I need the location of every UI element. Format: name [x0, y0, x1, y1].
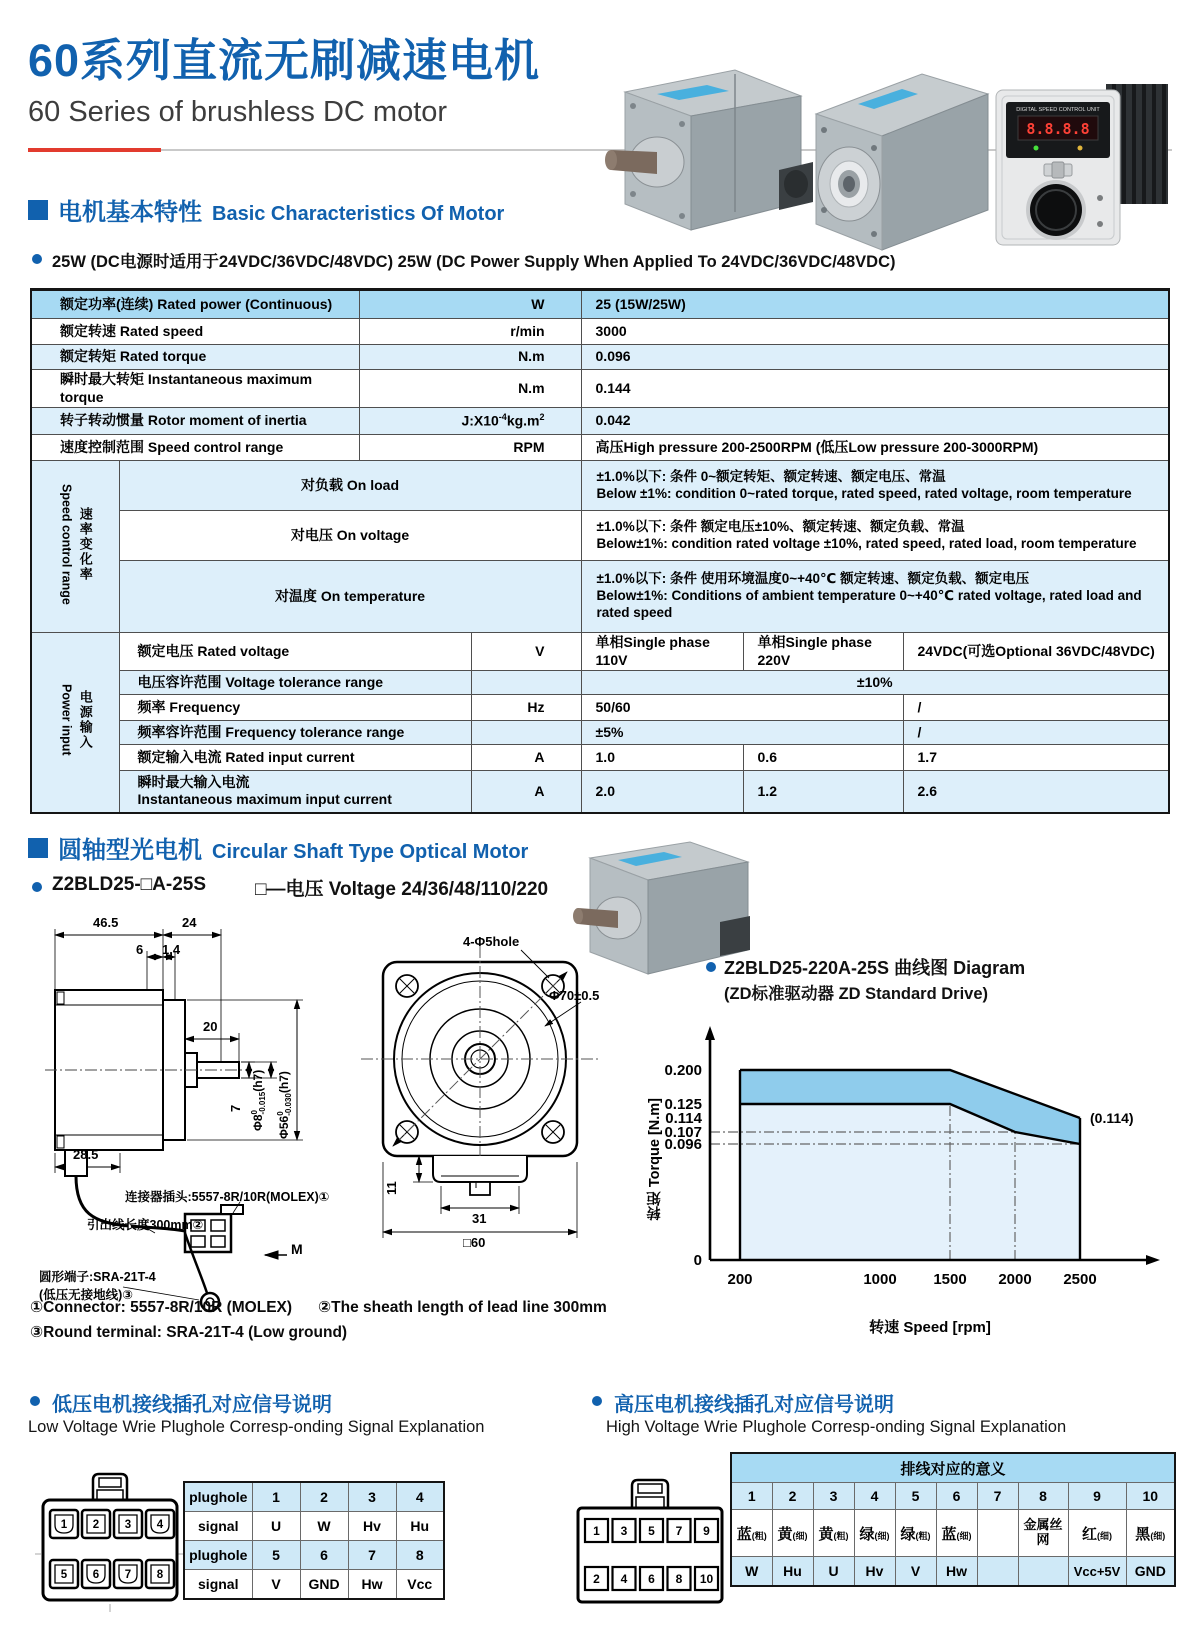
section-title-zh: 圆轴型光电机	[58, 837, 202, 864]
svg-text:7: 7	[124, 1569, 132, 1581]
table-row: 速度控制范围 Speed control range RPM 高压High pressure 200-2500RPM (低压Low pressure 200-3000RPM)	[31, 435, 1169, 461]
torque-speed-chart	[640, 1012, 1185, 1312]
table-row: 蓝(粗) 黄(细) 黄(粗) 绿(细) 绿(粗) 蓝(细) 金属丝网 红(细) 黑(细)	[731, 1510, 1175, 1557]
callout-connector: 连接器插头:5557-8R/10R(MOLEX)①	[125, 1190, 330, 1204]
table-row: W Hu U Hv V Hw Vcc+5V GND	[731, 1557, 1175, 1587]
svg-text:0: 0	[693, 1252, 702, 1269]
accent-rule-red	[28, 148, 161, 152]
section-marker	[28, 200, 48, 220]
dim-7: 7	[228, 1104, 243, 1112]
hv-table-title: 排线对应的意义	[731, 1453, 1175, 1483]
side-view-drawing	[35, 915, 345, 1315]
chart-title: Z2BLD25-220A-25S 曲线图 Diagram	[724, 958, 1026, 978]
svg-text:2: 2	[92, 1519, 100, 1531]
torque-speed-chart-block	[640, 948, 1188, 1348]
svg-text:1: 1	[593, 1524, 600, 1538]
drawing-notes-line2: ③Round terminal: SRA-21T-4 (Low ground)	[30, 1324, 348, 1341]
section-basic-header	[28, 192, 504, 227]
svg-text:9: 9	[703, 1524, 710, 1538]
front-view-drawing	[345, 930, 620, 1260]
low-voltage-connector-drawing	[35, 1468, 187, 1613]
dim-31: 31	[472, 1211, 487, 1226]
table-row: signal V GND Hw Vcc	[184, 1570, 444, 1600]
drawing-notes-line1: ①Connector: 5557-8R/10R (MOLEX) ②The sheath length of lead line 300mm	[30, 1299, 607, 1316]
high-voltage-signal-table	[730, 1452, 1176, 1587]
section-marker	[28, 838, 48, 858]
table-row: signal U W Hv Hu	[184, 1512, 444, 1541]
svg-text:5: 5	[648, 1524, 655, 1538]
low-voltage-title-en: Low Voltage Wrie Plughole Corresp-onding Signal Explanation	[28, 1418, 485, 1436]
svg-text:5: 5	[60, 1569, 68, 1581]
svg-text:2: 2	[593, 1572, 600, 1586]
svg-text:0.096: 0.096	[664, 1136, 702, 1153]
dim-6: 6	[136, 942, 144, 957]
section-title-en: Basic Characteristics Of Motor	[212, 203, 505, 225]
section-shaft-header	[28, 830, 528, 865]
callout-terminal-2: (低压无接地线)③	[39, 1288, 133, 1302]
bullet-icon	[32, 882, 42, 892]
svg-text:0.125: 0.125	[664, 1096, 702, 1113]
svg-text:1500: 1500	[933, 1271, 967, 1288]
table-row: plughole 5 6 7 8	[184, 1541, 444, 1570]
table-row: 额定转速 Rated speed r/min 3000	[31, 319, 1169, 345]
page-subtitle: 60 Series of brushless DC motor	[28, 96, 448, 128]
low-voltage-title-zh: 低压电机接线插孔对应信号说明	[52, 1394, 332, 1416]
high-voltage-title-en: High Voltage Wrie Plughole Corresp-onding Signal Explanation	[606, 1418, 1067, 1436]
dim-11: 11	[384, 1181, 399, 1195]
table-row: 瞬时最大输入电流 Instantaneous maximum input current A 2.0 1.2 2.6	[31, 771, 1169, 813]
model-number: Z2BLD25-□A-25S	[52, 874, 207, 895]
high-voltage-title-zh: 高压电机接线插孔对应信号说明	[614, 1394, 894, 1416]
dim-20: 20	[203, 1019, 218, 1034]
bullet-icon	[32, 254, 42, 264]
table-row: 对温度 On temperature ±1.0%以下: 条件 使用环境温度0~+40℃ 额定转速、额定负载、额定电压 Below±1%: Conditions of ambient temperature 0~+40℃ rated voltage, rated load and rated speed	[31, 561, 1169, 633]
svg-text:2000: 2000	[998, 1271, 1032, 1288]
table-row: Speed control range 速率变化率 对负载 On load ±1.0%以下: 条件 0~额定转矩、额定转速、额定电压、常温 Below ±1%: condition 0~rated torque, rated speed, rated voltage, room temperature	[31, 461, 1169, 511]
table-row: 额定输入电流 Rated input current A 1.0 0.6 1.7	[31, 745, 1169, 771]
dim-pilot-diameter: Φ56 0 -0.030 (h7)	[276, 1071, 293, 1139]
svg-text:4: 4	[620, 1572, 628, 1586]
power-rating-note: 25W (DC电源时适用于24VDC/36VDC/48VDC) 25W (DC Power Supply When Applied To 24VDC/36VDC/48VDC)	[52, 253, 896, 271]
dim-24: 24	[182, 915, 197, 930]
table-row: 频率 Frequency Hz 50/60 /	[31, 695, 1169, 721]
speed-controller-photo	[988, 78, 1173, 253]
group-label-power: Power input 电源输入	[31, 633, 119, 813]
bullet-icon	[706, 962, 716, 972]
dim-flange-diameter: Φ70±0.5	[549, 988, 600, 1003]
dim-shaft-diameter: Φ8 0 -0.015 (h7)	[250, 1069, 267, 1131]
dim-46-5: 46.5	[93, 915, 119, 930]
svg-text:8: 8	[156, 1569, 164, 1581]
table-row: 对电压 On voltage ±1.0%以下: 条件 额定电压±10%、额定转速、额定负载、常温 Below±1%: condition rated voltage ±10%, rated speed, rated load, room temperature	[31, 511, 1169, 561]
motor-photo-front	[583, 52, 821, 262]
dim-1-4: 1.4	[162, 942, 181, 957]
table-row: 额定功率(连续) Rated power (Continuous) W 25 (15W/25W)	[31, 290, 1169, 319]
bullet-icon	[592, 1396, 602, 1406]
svg-text:8: 8	[675, 1572, 683, 1586]
low-voltage-signal-table	[183, 1481, 445, 1600]
svg-text:0.107: 0.107	[664, 1124, 702, 1141]
page-title: 60系列直流无刷减速电机	[28, 35, 541, 86]
svg-text:3: 3	[124, 1519, 132, 1531]
table-row: 1 2 3 4 5 6 7 8 9 10	[731, 1483, 1175, 1510]
chart-ylabel: 转矩 Torque [N.m]	[647, 1098, 663, 1221]
table-row: Power input 电源输入 额定电压 Rated voltage V 单相Single phase 110V 单相Single phase 220V 24VDC(可选Optional 36VDC/48VDC)	[31, 633, 1169, 671]
svg-text:0.200: 0.200	[664, 1062, 702, 1079]
bullet-icon	[30, 1396, 40, 1406]
table-row	[731, 1453, 1175, 1483]
controller-display: 8.8.8.8	[1026, 120, 1090, 138]
svg-text:200: 200	[727, 1271, 753, 1288]
svg-text:6: 6	[648, 1572, 655, 1586]
high-voltage-connector-drawing	[572, 1472, 728, 1610]
section-title-zh: 电机基本特性	[58, 199, 202, 226]
label-m: M	[291, 1241, 303, 1257]
dim-mount-holes: 4-Φ5hole	[463, 934, 520, 949]
svg-text:3: 3	[620, 1524, 628, 1538]
chart-xlabel: 转速 Speed [rpm]	[869, 1319, 991, 1336]
voltage-options: □—电压 Voltage 24/36/48/110/220	[255, 879, 549, 900]
callout-terminal-1: 圆形端子:SRA-21T-4	[39, 1270, 156, 1284]
chart-subtitle: (ZD标准驱动器 ZD Standard Drive)	[724, 985, 989, 1003]
motor-photo-flange	[800, 58, 1000, 268]
table-row: 额定转矩 Rated torque N.m 0.096	[31, 345, 1169, 370]
svg-text:(0.114): (0.114)	[1090, 1110, 1134, 1126]
table-row: 电压容许范围 Voltage tolerance range ±10%	[31, 671, 1169, 695]
svg-text:10: 10	[699, 1572, 714, 1586]
svg-text:7: 7	[675, 1524, 683, 1538]
speed-knob	[1030, 184, 1082, 236]
controller-header-text: DIGITAL SPEED CONTROL UNIT	[1016, 107, 1100, 113]
table-row: 转子转动惯量 Rotor moment of inertia $J:X10^{-4}kg.m^2$ 0.042	[31, 408, 1169, 435]
callout-lead-length: 引出线长度300mm②	[87, 1218, 204, 1232]
table-row: 瞬时最大转矩 Instantaneous maximum torque N.m 0.144	[31, 370, 1169, 408]
svg-text:4: 4	[156, 1519, 164, 1531]
table-row: 频率容许范围 Frequency tolerance range ±5% /	[31, 721, 1169, 745]
table-row: plughole 1 2 3 4	[184, 1482, 444, 1512]
svg-text:0.114: 0.114	[665, 1110, 702, 1127]
dim-square-60: □60	[463, 1235, 486, 1250]
svg-text:6: 6	[92, 1569, 100, 1581]
svg-text:2500: 2500	[1063, 1271, 1097, 1288]
svg-text:1: 1	[60, 1519, 68, 1531]
spec-table	[30, 288, 1170, 814]
svg-text:1000: 1000	[863, 1271, 897, 1288]
group-label-speed: Speed control range 速率变化率	[31, 461, 119, 633]
section-title-en: Circular Shaft Type Optical Motor	[212, 841, 529, 863]
dim-28-5: 28.5	[73, 1147, 99, 1162]
